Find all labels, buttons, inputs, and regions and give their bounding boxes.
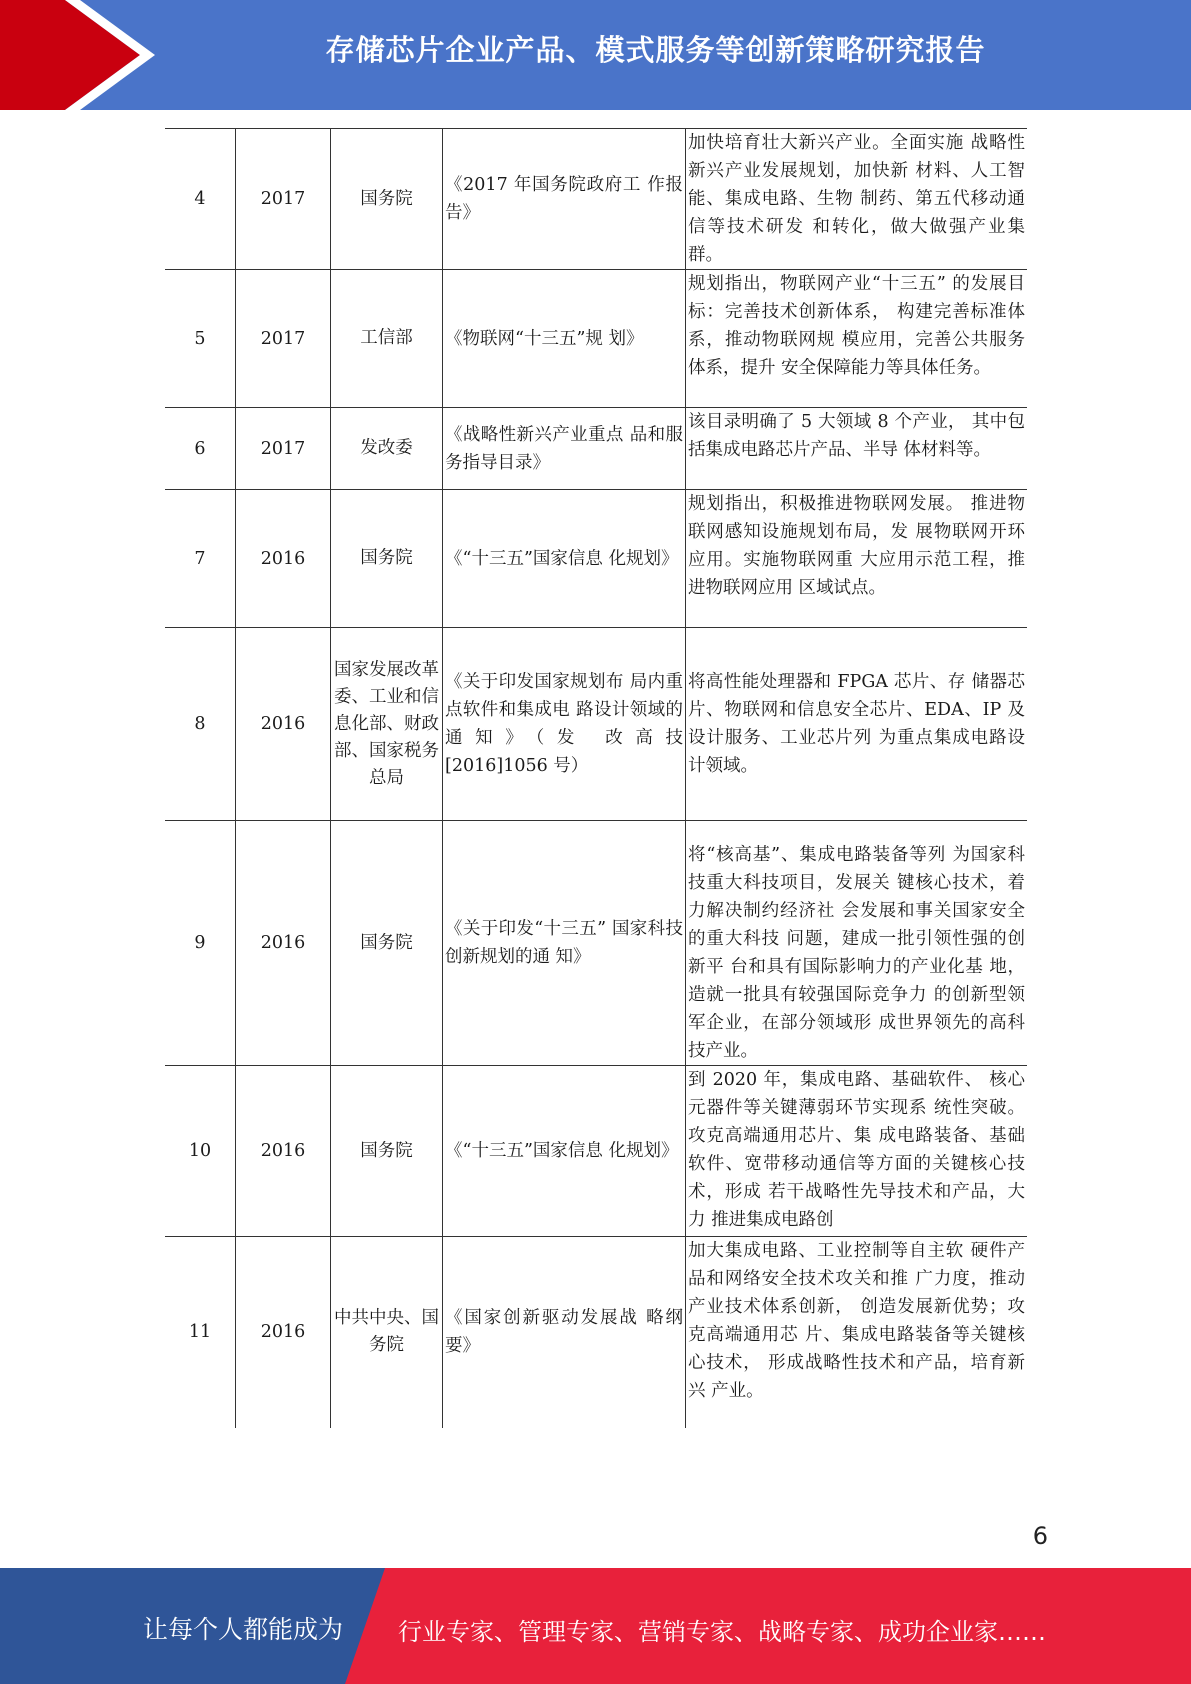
row-description: 该目录明确了 5 大领域 8 个产业， 其中包括集成电路芯片产品、半导 体材料等。 <box>686 408 1028 490</box>
table-row <box>165 821 1027 1066</box>
row-year: 2016 <box>236 1237 331 1428</box>
row-issuer: 发改委 <box>331 408 443 490</box>
report-title: 存储芯片企业产品、模式服务等创新策略研究报告 <box>325 33 986 67</box>
row-issuer: 国务院 <box>331 1066 443 1237</box>
row-document: 《物联网“十三五”规 划》 <box>443 270 686 408</box>
table-row <box>165 408 1027 490</box>
row-year: 2016 <box>236 1066 331 1237</box>
row-number: 6 <box>165 408 236 490</box>
policy-table <box>165 128 1027 1428</box>
row-issuer: 工信部 <box>331 270 443 408</box>
row-year: 2017 <box>236 408 331 490</box>
row-document: 《关于印发“十三五” 国家科技创新规划的通 知》 <box>443 821 686 1066</box>
row-document: 《“十三五”国家信息 化规划》 <box>443 1066 686 1237</box>
row-description: 到 2020 年，集成电路、基础软件、 核心元器件等关键薄弱环节实现系 统性突破。攻克高端通用芯片、集 成电路装备、基础软件、宽带移动通信等方面的关键核心技术，形成 若干战略性先导技术和产品，大力 推进集成电路创 <box>686 1066 1028 1237</box>
row-number: 4 <box>165 129 236 270</box>
row-number: 8 <box>165 628 236 821</box>
header-red-arrow <box>0 0 140 110</box>
row-number: 5 <box>165 270 236 408</box>
row-number: 10 <box>165 1066 236 1237</box>
table-row <box>165 270 1027 408</box>
row-description: 规划指出，物联网产业“十三五” 的发展目标：完善技术创新体系， 构建完善标准体系，推动物联网规 模应用，完善公共服务体系，提升 安全保障能力等具体任务。 <box>686 270 1028 408</box>
row-document: 《战略性新兴产业重点 品和服务指导目录》 <box>443 408 686 490</box>
footer-slogan-right: 行业专家、管理专家、营销专家、战略专家、成功企业家…… <box>398 1618 1046 1646</box>
table-row <box>165 490 1027 628</box>
row-year: 2017 <box>236 129 331 270</box>
row-issuer: 中共中央、国务院 <box>331 1237 443 1428</box>
row-document: 《2017 年国务院政府工 作报告》 <box>443 129 686 270</box>
page-header <box>0 0 1191 110</box>
table-row <box>165 129 1027 270</box>
row-issuer: 国家发展改革委、工业和信息化部、财政部、国家税务总局 <box>331 628 443 821</box>
row-document: 《“十三五”国家信息 化规划》 <box>443 490 686 628</box>
row-year: 2016 <box>236 490 331 628</box>
row-number: 9 <box>165 821 236 1066</box>
row-issuer: 国务院 <box>331 821 443 1066</box>
table-row <box>165 1066 1027 1237</box>
footer-slogan-left: 让每个人都能成为 <box>143 1615 344 1644</box>
row-description: 加快培育壮大新兴产业。全面实施 战略性新兴产业发展规划，加快新 材料、人工智能、集成电路、生物 制药、第五代移动通信等技术研发 和转化，做大做强产业集群。 <box>686 129 1028 270</box>
table-row <box>165 1237 1027 1428</box>
row-description: 将“核高基”、集成电路装备等列 为国家科技重大科技项目，发展关 键核心技术，着力解决制约经济社 会发展和事关国家安全的重大科技 问题，建成一批引领性强的创新平 台和具有国际影响力的产业化基 地，造就一批具有较强国际竞争力 的创新型领军企业，在部分领域形 成世界领先的高科技产业。 <box>686 821 1028 1066</box>
row-description: 规划指出，积极推进物联网发展。 推进物联网感知设施规划布局，发 展物联网开环应用。实施物联网重 大应用示范工程，推进物联网应用 区域试点。 <box>686 490 1028 628</box>
row-year: 2017 <box>236 270 331 408</box>
table-row <box>165 628 1027 821</box>
page-number: 6 <box>1032 1522 1048 1550</box>
row-issuer: 国务院 <box>331 129 443 270</box>
row-description: 加大集成电路、工业控制等自主软 硬件产品和网络安全技术攻关和推 广力度，推动产业技术体系创新， 创造发展新优势；攻克高端通用芯 片、集成电路装备等关键核心技术， 形成战略性技术和产品，培育新兴 产业。 <box>686 1237 1028 1428</box>
row-number: 11 <box>165 1237 236 1428</box>
row-year: 2016 <box>236 821 331 1066</box>
row-issuer: 国务院 <box>331 490 443 628</box>
row-document: 《国家创新驱动发展战 略纲要》 <box>443 1237 686 1428</box>
row-number: 7 <box>165 490 236 628</box>
row-year: 2016 <box>236 628 331 821</box>
row-description: 将高性能处理器和 FPGA 芯片、存 储器芯片、物联网和信息安全芯片、EDA、IP 及设计服务、工业芯片列 为重点集成电路设计领域。 <box>686 628 1028 821</box>
page-footer <box>0 1568 1191 1684</box>
row-document: 《关于印发国家规划布 局内重点软件和集成电 路设计领域的通知》（发 改高技[2016]1056 号） <box>443 628 686 821</box>
